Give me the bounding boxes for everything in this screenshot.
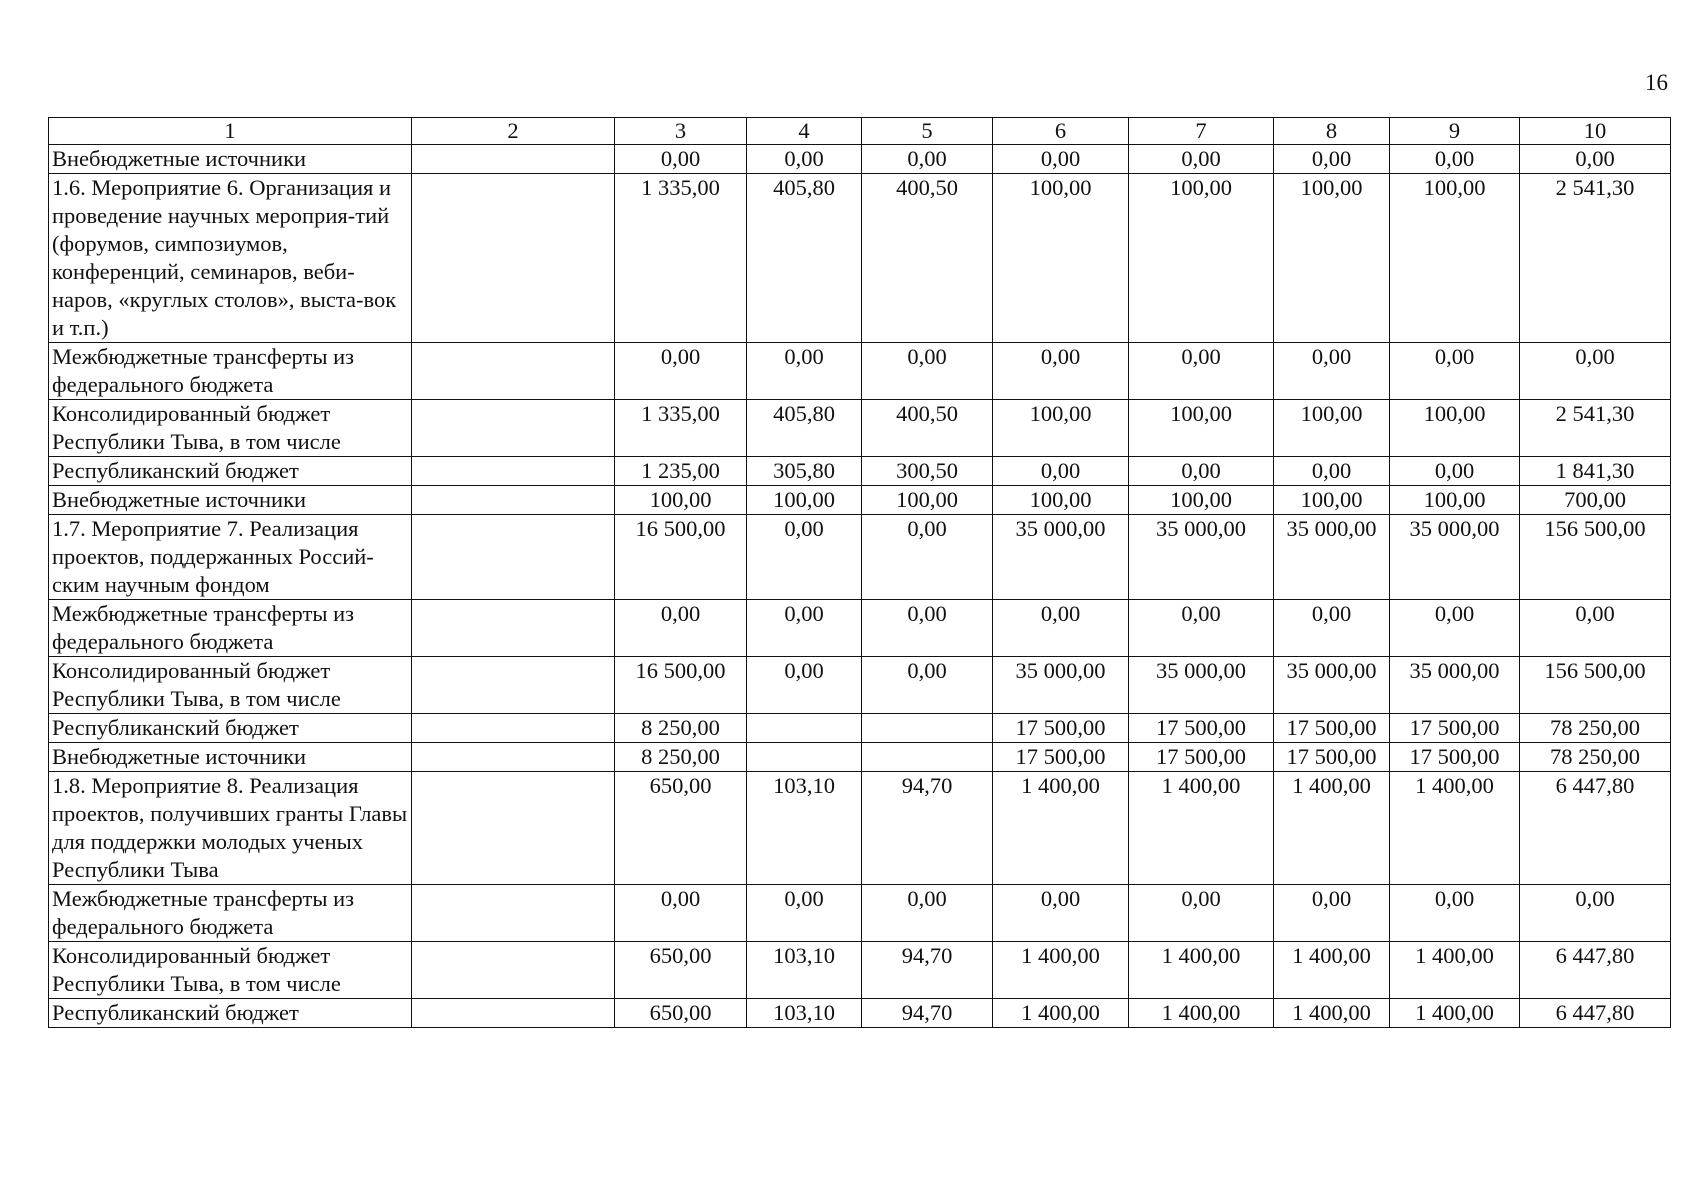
header-cell: 3 — [615, 118, 747, 145]
row-col-2 — [412, 942, 615, 999]
value-cell-col-7: 1 400,00 — [1129, 772, 1274, 885]
row-label: Внебюджетные источники — [49, 743, 412, 772]
value-cell-col-4: 0,00 — [747, 515, 862, 600]
value-cell-col-6: 0,00 — [993, 457, 1129, 486]
value-cell-col-9: 100,00 — [1390, 486, 1520, 515]
row-label: Межбюджетные трансферты из федерального бюджета — [49, 885, 412, 942]
value-cell-col-3: 0,00 — [615, 145, 747, 174]
value-cell-col-4: 0,00 — [747, 885, 862, 942]
value-cell-col-8: 1 400,00 — [1274, 999, 1390, 1028]
value-cell-col-7: 17 500,00 — [1129, 743, 1274, 772]
row-col-2 — [412, 657, 615, 714]
header-cell: 1 — [49, 118, 412, 145]
value-cell-col-6: 1 400,00 — [993, 999, 1129, 1028]
value-cell-col-8: 0,00 — [1274, 457, 1390, 486]
value-cell-col-7: 100,00 — [1129, 400, 1274, 457]
value-cell-col-5 — [862, 743, 993, 772]
value-cell-col-10: 0,00 — [1520, 600, 1671, 657]
row-col-2 — [412, 343, 615, 400]
table-row — [49, 400, 1671, 457]
value-cell-col-6: 0,00 — [993, 885, 1129, 942]
value-cell-col-6: 100,00 — [993, 174, 1129, 343]
value-cell-col-5: 94,70 — [862, 999, 993, 1028]
value-cell-col-9: 0,00 — [1390, 457, 1520, 486]
value-cell-col-8: 1 400,00 — [1274, 772, 1390, 885]
row-col-2 — [412, 714, 615, 743]
value-cell-col-5: 400,50 — [862, 400, 993, 457]
value-cell-col-8: 17 500,00 — [1274, 743, 1390, 772]
value-cell-col-10: 0,00 — [1520, 145, 1671, 174]
header-cell: 4 — [747, 118, 862, 145]
value-cell-col-5: 0,00 — [862, 885, 993, 942]
value-cell-col-10: 0,00 — [1520, 885, 1671, 942]
value-cell-col-5: 100,00 — [862, 486, 993, 515]
value-cell-col-8: 100,00 — [1274, 486, 1390, 515]
value-cell-col-8: 100,00 — [1274, 174, 1390, 343]
value-cell-col-8: 35 000,00 — [1274, 515, 1390, 600]
row-label: Консолидированный бюджет Республики Тыва, в том числе — [49, 400, 412, 457]
value-cell-col-6: 100,00 — [993, 486, 1129, 515]
table-row — [49, 942, 1671, 999]
value-cell-col-10: 78 250,00 — [1520, 743, 1671, 772]
value-cell-col-4: 103,10 — [747, 999, 862, 1028]
row-label: Консолидированный бюджет Республики Тыва, в том числе — [49, 942, 412, 999]
value-cell-col-3: 100,00 — [615, 486, 747, 515]
value-cell-col-8: 0,00 — [1274, 600, 1390, 657]
value-cell-col-6: 1 400,00 — [993, 942, 1129, 999]
value-cell-col-9: 0,00 — [1390, 600, 1520, 657]
value-cell-col-7: 100,00 — [1129, 174, 1274, 343]
value-cell-col-7: 35 000,00 — [1129, 657, 1274, 714]
value-cell-col-10: 156 500,00 — [1520, 657, 1671, 714]
value-cell-col-9: 1 400,00 — [1390, 772, 1520, 885]
table-row — [49, 515, 1671, 600]
table-row — [49, 486, 1671, 515]
value-cell-col-6: 35 000,00 — [993, 657, 1129, 714]
value-cell-col-10: 2 541,30 — [1520, 400, 1671, 457]
row-col-2 — [412, 743, 615, 772]
value-cell-col-3: 1 235,00 — [615, 457, 747, 486]
value-cell-col-3: 16 500,00 — [615, 515, 747, 600]
value-cell-col-8: 0,00 — [1274, 885, 1390, 942]
value-cell-col-6: 17 500,00 — [993, 714, 1129, 743]
row-col-2 — [412, 999, 615, 1028]
row-label: Межбюджетные трансферты из федерального бюджета — [49, 600, 412, 657]
value-cell-col-4: 305,80 — [747, 457, 862, 486]
table-row — [49, 145, 1671, 174]
value-cell-col-9: 17 500,00 — [1390, 743, 1520, 772]
table-row — [49, 743, 1671, 772]
value-cell-col-4: 0,00 — [747, 145, 862, 174]
value-cell-col-7: 0,00 — [1129, 457, 1274, 486]
value-cell-col-4 — [747, 714, 862, 743]
table-row — [49, 772, 1671, 885]
page-number: 16 — [1645, 70, 1668, 95]
row-label: Внебюджетные источники — [49, 486, 412, 515]
value-cell-col-10: 78 250,00 — [1520, 714, 1671, 743]
value-cell-col-7: 0,00 — [1129, 600, 1274, 657]
value-cell-col-9: 1 400,00 — [1390, 999, 1520, 1028]
value-cell-col-6: 17 500,00 — [993, 743, 1129, 772]
table-row — [49, 999, 1671, 1028]
row-label: Республиканский бюджет — [49, 999, 412, 1028]
row-col-2 — [412, 515, 615, 600]
value-cell-col-6: 35 000,00 — [993, 515, 1129, 600]
value-cell-col-3: 650,00 — [615, 999, 747, 1028]
table-body — [49, 118, 1671, 1028]
row-label: Республиканский бюджет — [49, 457, 412, 486]
row-col-2 — [412, 885, 615, 942]
header-cell: 10 — [1520, 118, 1671, 145]
header-cell: 8 — [1274, 118, 1390, 145]
value-cell-col-10: 6 447,80 — [1520, 999, 1671, 1028]
value-cell-col-8: 0,00 — [1274, 145, 1390, 174]
value-cell-col-3: 1 335,00 — [615, 174, 747, 343]
value-cell-col-3: 0,00 — [615, 343, 747, 400]
row-col-2 — [412, 457, 615, 486]
row-col-2 — [412, 400, 615, 457]
row-label: Консолидированный бюджет Республики Тыва, в том числе — [49, 657, 412, 714]
value-cell-col-4: 103,10 — [747, 772, 862, 885]
value-cell-col-5 — [862, 714, 993, 743]
value-cell-col-5: 0,00 — [862, 515, 993, 600]
row-label: 1.6. Мероприятие 6. Организация и проведение научных мероприя-тий (форумов, симпозиумов, конференций, семинаров, веби-наров, «круглых столов», выста-вок и т.п.) — [49, 174, 412, 343]
budget-table — [48, 117, 1671, 1028]
value-cell-col-3: 650,00 — [615, 772, 747, 885]
table-row — [49, 885, 1671, 942]
value-cell-col-10: 2 541,30 — [1520, 174, 1671, 343]
row-label: Внебюджетные источники — [49, 145, 412, 174]
value-cell-col-3: 1 335,00 — [615, 400, 747, 457]
value-cell-col-7: 35 000,00 — [1129, 515, 1274, 600]
header-cell: 7 — [1129, 118, 1274, 145]
value-cell-col-3: 650,00 — [615, 942, 747, 999]
row-label: 1.7. Мероприятие 7. Реализация проектов, поддержанных Россий-ским научным фондом — [49, 515, 412, 600]
value-cell-col-9: 35 000,00 — [1390, 515, 1520, 600]
value-cell-col-8: 17 500,00 — [1274, 714, 1390, 743]
value-cell-col-7: 0,00 — [1129, 343, 1274, 400]
value-cell-col-5: 0,00 — [862, 343, 993, 400]
value-cell-col-3: 16 500,00 — [615, 657, 747, 714]
value-cell-col-5: 94,70 — [862, 772, 993, 885]
value-cell-col-3: 8 250,00 — [615, 743, 747, 772]
value-cell-col-9: 100,00 — [1390, 174, 1520, 343]
header-cell: 2 — [412, 118, 615, 145]
value-cell-col-5: 94,70 — [862, 942, 993, 999]
value-cell-col-7: 1 400,00 — [1129, 999, 1274, 1028]
value-cell-col-10: 1 841,30 — [1520, 457, 1671, 486]
value-cell-col-6: 0,00 — [993, 600, 1129, 657]
table-row — [49, 714, 1671, 743]
row-label: Республиканский бюджет — [49, 714, 412, 743]
value-cell-col-10: 0,00 — [1520, 343, 1671, 400]
row-col-2 — [412, 600, 615, 657]
table-row — [49, 343, 1671, 400]
value-cell-col-5: 400,50 — [862, 174, 993, 343]
value-cell-col-10: 6 447,80 — [1520, 772, 1671, 885]
value-cell-col-8: 1 400,00 — [1274, 942, 1390, 999]
value-cell-col-4: 0,00 — [747, 600, 862, 657]
value-cell-col-5: 300,50 — [862, 457, 993, 486]
value-cell-col-5: 0,00 — [862, 600, 993, 657]
value-cell-col-10: 6 447,80 — [1520, 942, 1671, 999]
value-cell-col-6: 0,00 — [993, 343, 1129, 400]
row-label: 1.8. Мероприятие 8. Реализация проектов, получивших гранты Главы для поддержки молодых ученых Республики Тыва — [49, 772, 412, 885]
value-cell-col-6: 0,00 — [993, 145, 1129, 174]
value-cell-col-8: 35 000,00 — [1274, 657, 1390, 714]
row-col-2 — [412, 486, 615, 515]
value-cell-col-9: 0,00 — [1390, 343, 1520, 400]
value-cell-col-9: 35 000,00 — [1390, 657, 1520, 714]
value-cell-col-5: 0,00 — [862, 657, 993, 714]
table-row — [49, 457, 1671, 486]
value-cell-col-9: 1 400,00 — [1390, 942, 1520, 999]
value-cell-col-7: 0,00 — [1129, 885, 1274, 942]
value-cell-col-3: 0,00 — [615, 885, 747, 942]
value-cell-col-6: 1 400,00 — [993, 772, 1129, 885]
value-cell-col-4: 0,00 — [747, 343, 862, 400]
value-cell-col-5: 0,00 — [862, 145, 993, 174]
header-cell: 5 — [862, 118, 993, 145]
value-cell-col-7: 17 500,00 — [1129, 714, 1274, 743]
value-cell-col-4 — [747, 743, 862, 772]
value-cell-col-4: 405,80 — [747, 400, 862, 457]
value-cell-col-3: 8 250,00 — [615, 714, 747, 743]
value-cell-col-6: 100,00 — [993, 400, 1129, 457]
table-row — [49, 174, 1671, 343]
row-label: Межбюджетные трансферты из федерального бюджета — [49, 343, 412, 400]
header-cell: 6 — [993, 118, 1129, 145]
value-cell-col-4: 405,80 — [747, 174, 862, 343]
value-cell-col-8: 100,00 — [1274, 400, 1390, 457]
table-row — [49, 600, 1671, 657]
value-cell-col-7: 0,00 — [1129, 145, 1274, 174]
value-cell-col-9: 0,00 — [1390, 145, 1520, 174]
value-cell-col-8: 0,00 — [1274, 343, 1390, 400]
value-cell-col-9: 100,00 — [1390, 400, 1520, 457]
value-cell-col-10: 156 500,00 — [1520, 515, 1671, 600]
value-cell-col-7: 100,00 — [1129, 486, 1274, 515]
value-cell-col-3: 0,00 — [615, 600, 747, 657]
value-cell-col-7: 1 400,00 — [1129, 942, 1274, 999]
value-cell-col-4: 103,10 — [747, 942, 862, 999]
row-col-2 — [412, 145, 615, 174]
value-cell-col-4: 100,00 — [747, 486, 862, 515]
table-header-row — [49, 118, 1671, 145]
value-cell-col-10: 700,00 — [1520, 486, 1671, 515]
value-cell-col-9: 0,00 — [1390, 885, 1520, 942]
row-col-2 — [412, 174, 615, 343]
header-cell: 9 — [1390, 118, 1520, 145]
table-row — [49, 657, 1671, 714]
row-col-2 — [412, 772, 615, 885]
value-cell-col-4: 0,00 — [747, 657, 862, 714]
value-cell-col-9: 17 500,00 — [1390, 714, 1520, 743]
